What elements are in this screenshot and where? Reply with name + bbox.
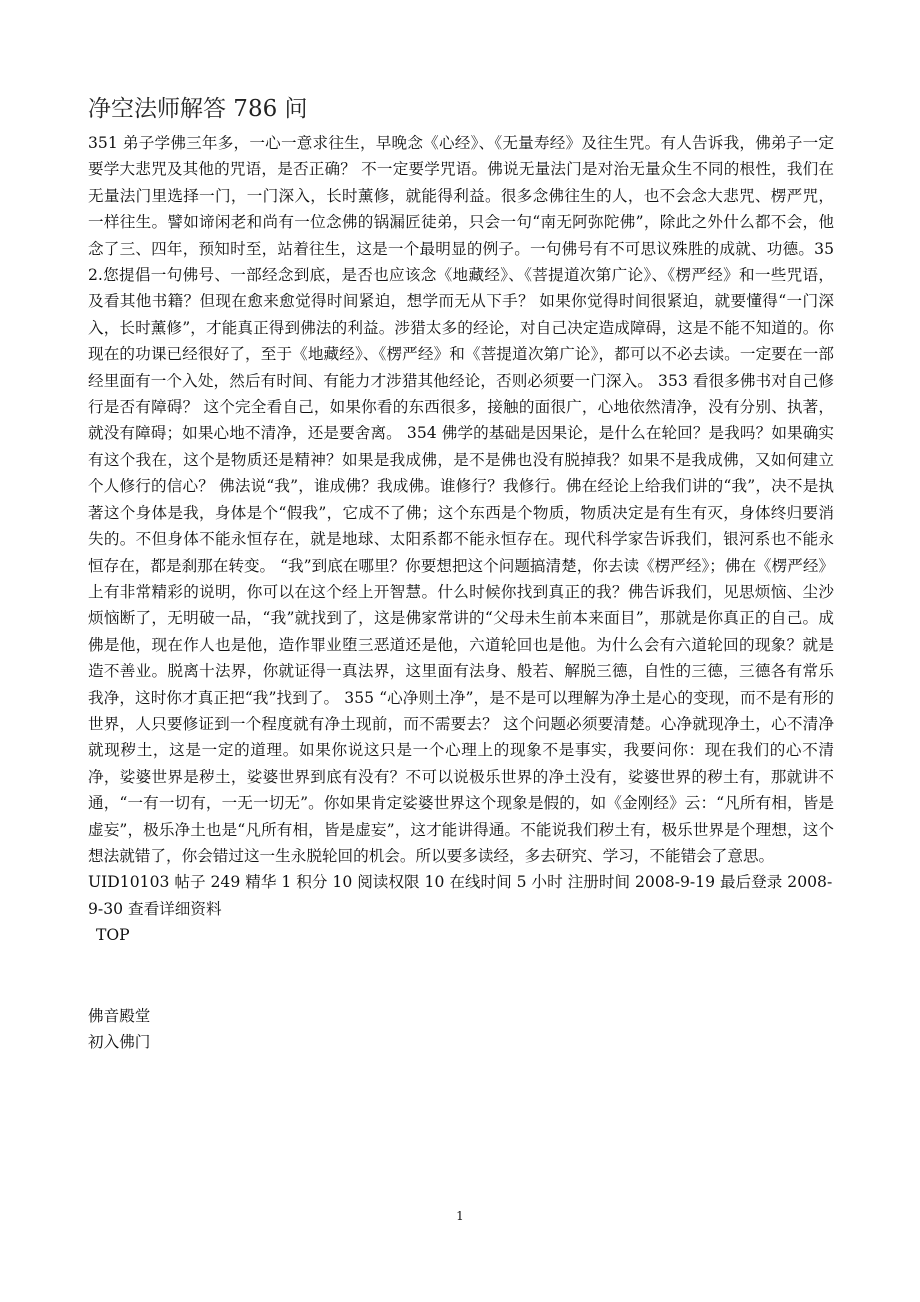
page-number: 1 [456, 1209, 464, 1223]
user-profile-meta: UID10103 帖子 249 精华 1 积分 10 阅读权限 10 在线时间 5 小时 注册时间 2008-9-19 最后登录 2008-9-30 查看详细资料 [88, 873, 833, 918]
top-link[interactable]: TOP [96, 926, 130, 945]
document-title: 净空法师解答 786 问 [88, 96, 308, 122]
user-rank: 初入佛门 [88, 1033, 151, 1051]
forum-name: 佛音殿堂 [88, 1006, 151, 1025]
document-page [88, 92, 834, 1055]
forum-info [88, 1003, 834, 1056]
document-body: 351 弟子学佛三年多，一心一意求往生，早晚念《心经》、《无量寿经》及往生咒。有人告诉我，佛弟子一定要学大悲咒及其他的咒语，是否正确？ 不一定要学咒语。佛说无量法门是对治无量众生不同的根性，我们在无量法门里选择一门，一门深入，长时薰修，就能得利益。很多念佛往生的人，也不会念大悲咒、楞严咒，一样往生。譬如谛闲老和尚有一位念佛的锅漏匠徒弟，只会一句“南无阿弥陀佛”，除此之外什么都不会，他念了三、四年，预知时至，站着往生，这是一个最明显的例子。一句佛号有不可思议殊胜的成就、功德。352.您提倡一句佛号、一部经念到底，是否也应该念《地藏经》、《菩提道次第广论》、《楞严经》和一些咒语，及看其他书籍？但现在愈来愈觉得时间紧迫，想学而无从下手？ 如果你觉得时间很紧迫，就要懂得“一门深入，长时薰修”，才能真正得到佛法的利益。涉猎太多的经论，对自己决定造成障碍，这是不能不知道的。你现在的功课已经很好了，至于《地藏经》、《楞严经》和《菩提道次第广论》，都可以不必去读。一定要在一部经里面有一个入处，然后有时间、有能力才涉猎其他经论，否则必须要一门深入。 353 看很多佛书对自己修行是否有障碍？ 这个完全看自己，如果你看的东西很多，接触的面很广，心地依然清净，没有分别、执著，就没有障碍；如果心地不清净，还是要舍离。 354 佛学的基础是因果论，是什么在轮回？是我吗？如果确实有这个我在，这个是物质还是精神？如果是我成佛，是不是佛也没有脱掉我？如果不是我成佛，又如何建立个人修行的信心？ 佛法说“我”，谁成佛？我成佛。谁修行？我修行。佛在经论上给我们讲的“我”，决不是执著这个身体是我，身体是个“假我”，它成不了佛；这个东西是个物质，物质决定是有生有灭，身体终归要消失的。不但身体不能永恒存在，就是地球、太阳系都不能永恒存在。现代科学家告诉我们，银河系也不能永恒存在，都是刹那在转变。 “我”到底在哪里？你要想把这个问题搞清楚，你去读《楞严经》；佛在《楞严经》上有非常精彩的说明，你可以在这个经上开智慧。什么时候你找到真正的我？佛告诉我们，见思烦恼、尘沙烦恼断了，无明破一品，“我”就找到了，这是佛家常讲的“父母未生前本来面目”，那就是你真正的自己。成佛是他，现在作人也是他，造作罪业堕三恶道还是他，六道轮回也是他。为什么会有六道轮回的现象？就是造不善业。脱离十法界，你就证得一真法界，这里面有法身、般若、解脱三德，自性的三德，三德各有常乐我净，这时你才真正把“我”找到了。 355 “心净则土净”，是不是可以理解为净土是心的变现，而不是有形的世界，人只要修证到一个程度就有净土现前，而不需要去？ 这个问题必须要清楚。心净就现净土，心不清净就现秽土，这是一定的道理。如果你说这只是一个心理上的现象不是事实，我要问你：现在我们的心不清净，娑婆世界是秽土，娑婆世界到底有没有？不可以说极乐世界的净土没有，娑婆世界的秽土有，那就讲不通，“一有一切有，一无一切无”。你如果肯定娑婆世界这个现象是假的，如《金刚经》云：“凡所有相，皆是虚妄”，极乐净土也是“凡所有相，皆是虚妄”，这才能讲得通。不能说我们秽土有，极乐世界是个理想，这个想法就错了，你会错过这一生永脱轮回的机会。所以要多读经，多去研究、学习，不能错会了意思。 [88, 134, 835, 865]
